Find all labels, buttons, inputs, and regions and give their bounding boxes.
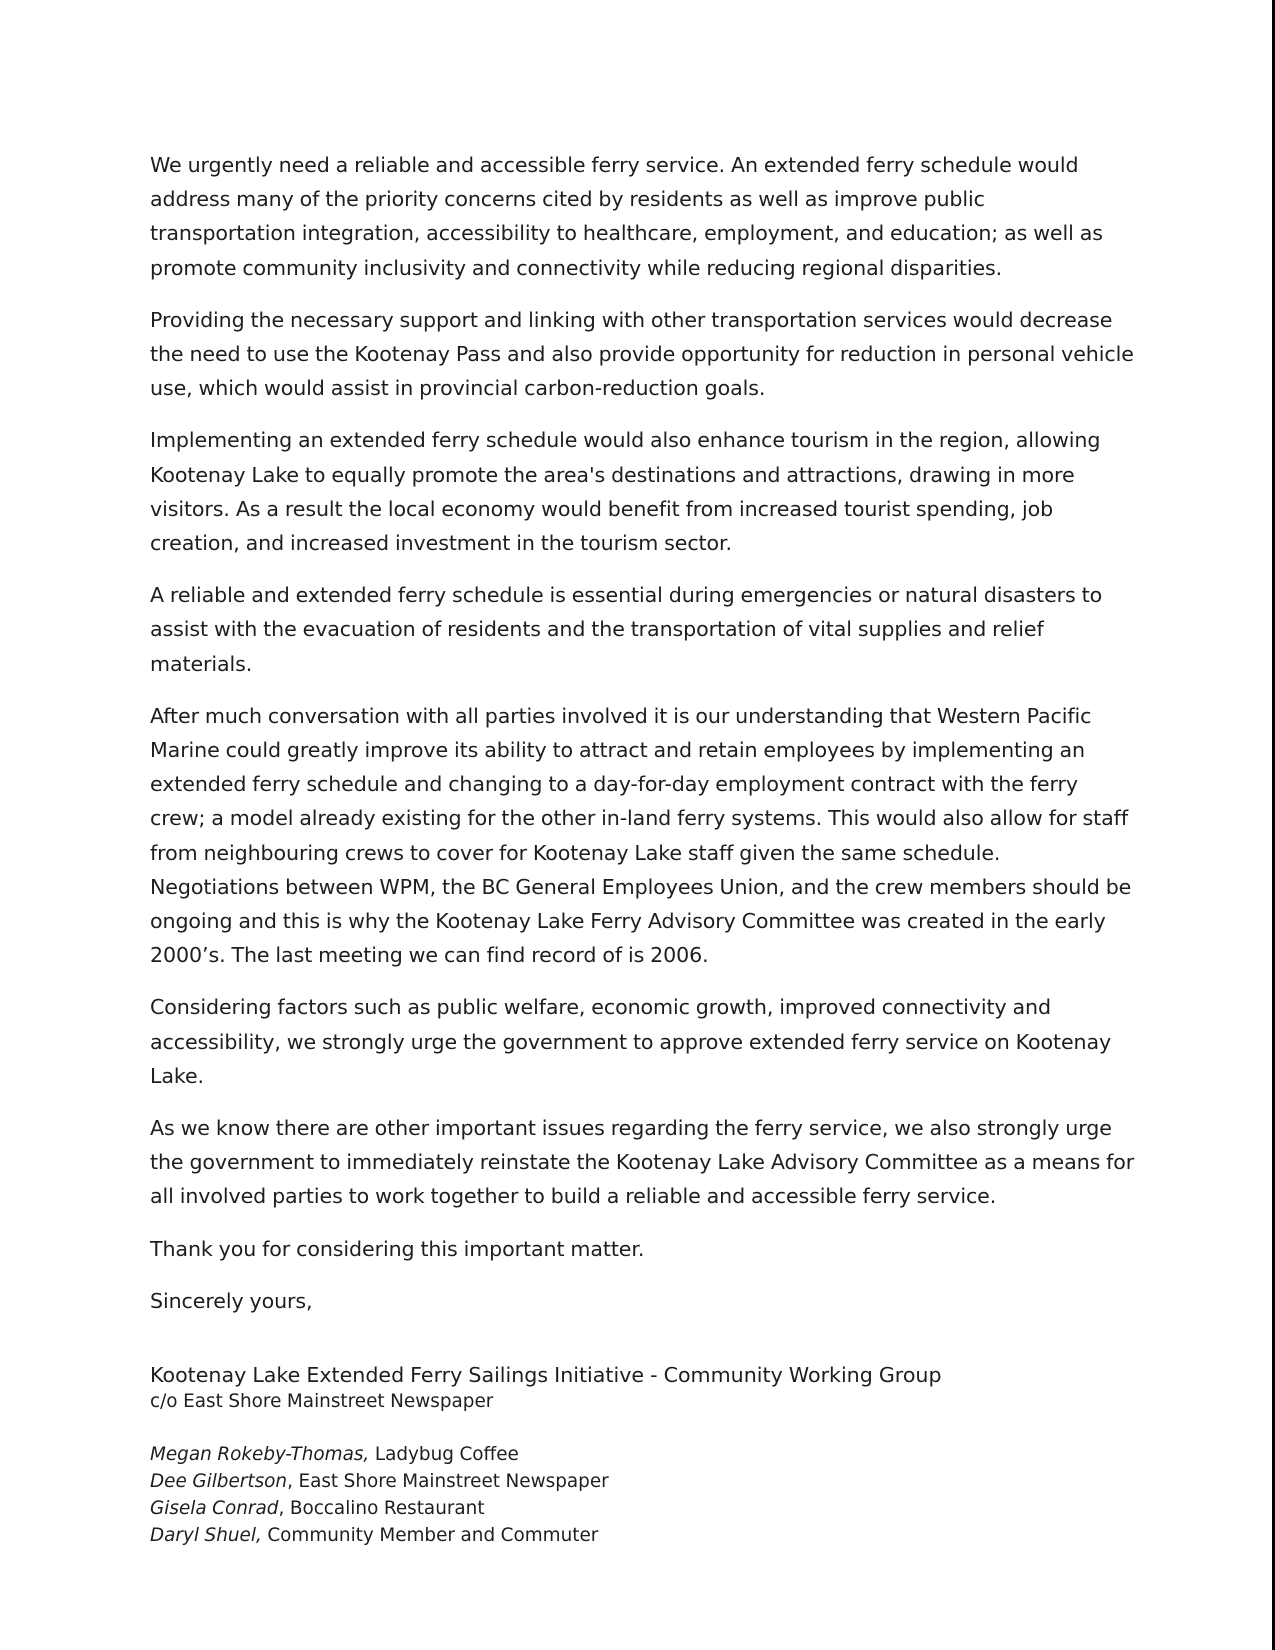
signatory-row bbox=[150, 1441, 1135, 1468]
signatory-name: Daryl Shuel, bbox=[150, 1525, 262, 1547]
signatory-row bbox=[150, 1468, 1135, 1495]
signatory-row bbox=[150, 1495, 1135, 1522]
signatory-affiliation: Ladybug Coffee bbox=[369, 1444, 519, 1466]
signatory-name: Dee Gilbertson bbox=[150, 1471, 288, 1493]
paragraph-emergencies: A reliable and extended ferry schedule is essential during emergencies or natural disasters to assist with the evacuation of residents and the transportation of vital supplies and relief materials. bbox=[150, 583, 1103, 676]
paragraph-ferry-need: We urgently need a reliable and accessible ferry service. An extended ferry schedule would address many of the priority concerns cited by residents as well as improve public transportation integration, accessibility to healthcare, employment, and education; as well as promote community inclusivity and connectivity while reducing regional disparities. bbox=[150, 153, 1103, 280]
letter-body bbox=[150, 148, 1135, 1549]
group-signature bbox=[150, 1361, 1135, 1415]
paragraph-employment: After much conversation with all parties involved it is our understanding that Western Pacific Marine could greatly improve its ability to attract and retain employees by implementing an extended ferry schedule and changing to a day-for-day employment contract with the ferry crew; a model already existing for the other in-land ferry systems. This would also allow for staff from neighbouring crews to cover for Kootenay Lake staff given the same schedule. Negotiations between WPM, the BC General Employees Union, and the crew members should be ongoing and this is why the Kootenay Lake Ferry Advisory Committee was created in the early 2000’s. The last meeting we can find record of is 2006. bbox=[150, 703, 1132, 968]
paragraph-request-service: Considering factors such as public welfare, economic growth, improved connectivity and accessibility, we strongly urge the government to approve extended ferry service on Kootenay Lake. bbox=[150, 995, 1112, 1088]
signatory-affiliation: Community Member and Commuter bbox=[261, 1525, 599, 1547]
paragraph-transport-links: Providing the necessary support and linking with other transportation services would decrease the need to use the Kootenay Pass and also provide opportunity for reduction in personal vehicle use, which would assist in provincial carbon-reduction goals. bbox=[150, 307, 1134, 401]
paragraph-thank-you: Thank you for considering this important matter. bbox=[150, 1236, 645, 1261]
signatory-affiliation: , East Shore Mainstreet Newspaper bbox=[287, 1471, 609, 1493]
signatory-name: Gisela Conrad bbox=[150, 1498, 279, 1520]
signatory-list bbox=[150, 1441, 1135, 1549]
paragraph-reinstate-committee: As we know there are other important issues regarding the ferry service, we also strongly urge the government to immediately reinstate the Kootenay Lake Advisory Committee as a means for all involved parties to work together to build a reliable and accessible ferry service. bbox=[150, 1116, 1135, 1209]
group-name: Kootenay Lake Extended Ferry Sailings Initiative - Community Working Group bbox=[150, 1363, 942, 1388]
signatory-affiliation: , Boccalino Restaurant bbox=[278, 1498, 485, 1520]
closing-salutation: Sincerely yours, bbox=[150, 1288, 313, 1313]
paragraph-tourism: Implementing an extended ferry schedule would also enhance tourism in the region, allowing Kootenay Lake to equally promote the area's destinations and attractions, drawing in more visitors. As a result the local economy would benefit from increased tourist spending, job creation, and increased investment in the tourism sector. bbox=[150, 428, 1101, 556]
signatory-row bbox=[150, 1522, 1135, 1549]
group-care-of: c/o East Shore Mainstreet Newspaper bbox=[150, 1391, 494, 1413]
signatory-name: Megan Rokeby-Thomas, bbox=[150, 1444, 370, 1466]
